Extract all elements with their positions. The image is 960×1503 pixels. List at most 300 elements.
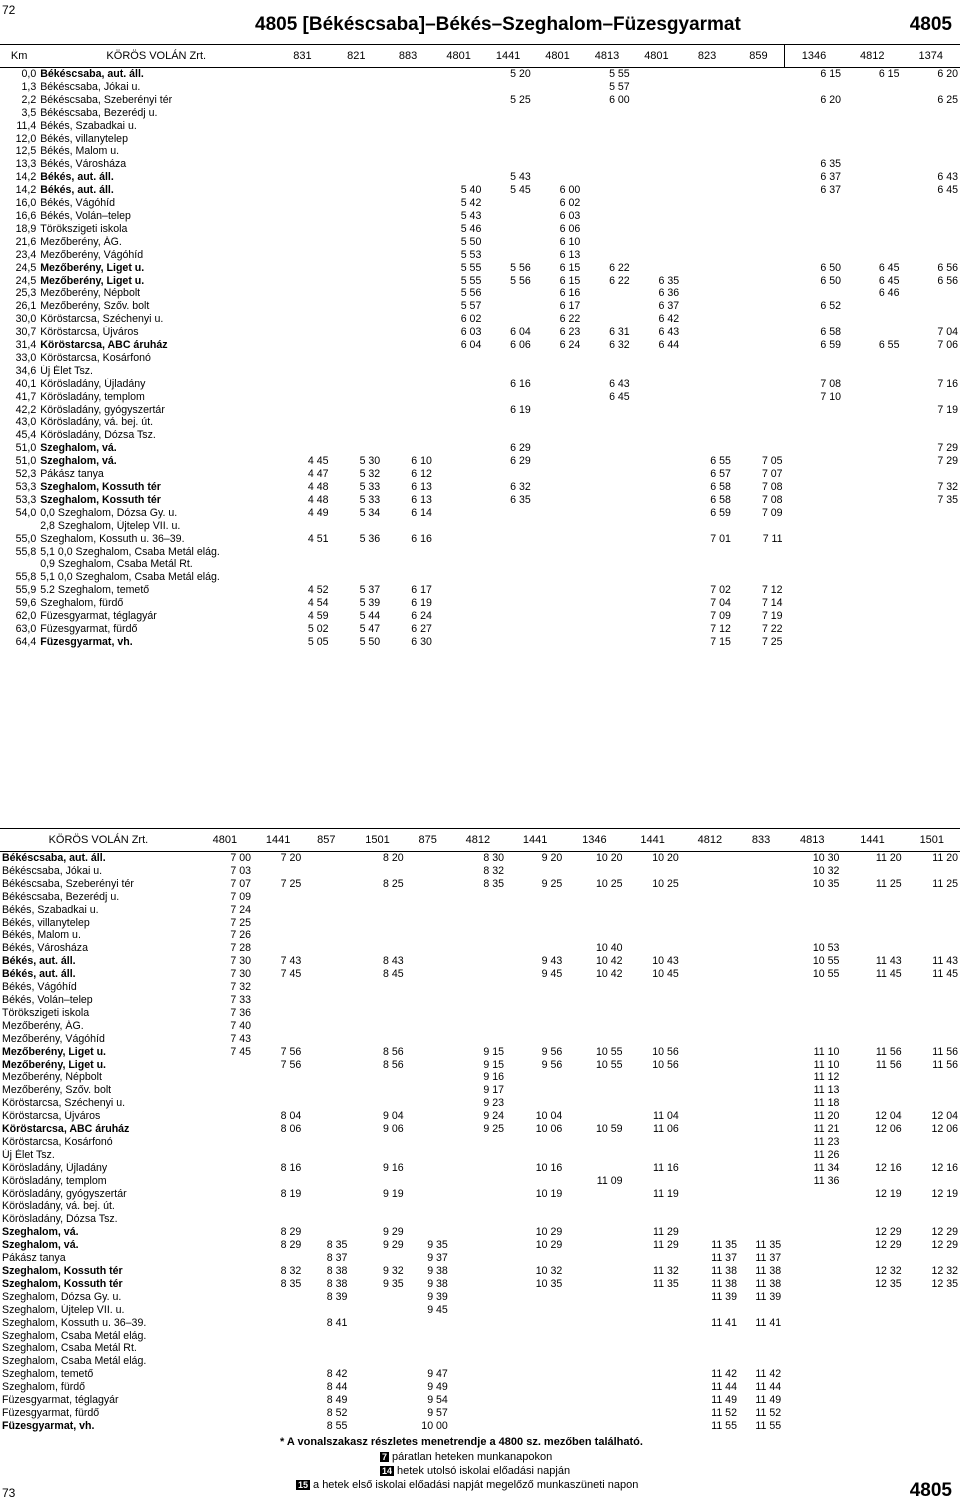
departure-time <box>382 404 434 417</box>
table-row <box>0 1110 960 1123</box>
departure-time: 7 09 <box>230 890 252 903</box>
departure-time: 8 56 <box>383 1058 404 1071</box>
departure-time <box>274 442 330 455</box>
departure-time <box>582 507 631 520</box>
departure-time <box>681 1304 739 1317</box>
departure-time <box>434 81 483 94</box>
departure-time <box>841 1020 903 1033</box>
departure-time <box>483 558 532 571</box>
departure-time: 6 10 <box>559 235 581 248</box>
departure-time <box>197 1200 253 1213</box>
departure-time <box>904 1020 960 1033</box>
departure-time <box>564 1162 624 1175</box>
station-name: Szeghalom, vá. <box>40 455 117 468</box>
table-row <box>0 416 960 429</box>
departure-time <box>681 1110 739 1123</box>
departure-time <box>564 1278 624 1291</box>
departure-time <box>632 584 681 597</box>
departure-time <box>274 275 330 288</box>
departure-time <box>330 520 382 533</box>
departure-time <box>382 210 434 223</box>
header-train-number: 4812 <box>843 45 901 68</box>
departure-time <box>904 1136 960 1149</box>
table-row <box>0 455 960 468</box>
departure-time: 6 30 <box>411 635 432 648</box>
departure-time <box>785 468 843 481</box>
table-row <box>0 158 960 171</box>
departure-time: 9 49 <box>427 1381 448 1394</box>
table-row <box>0 1368 960 1381</box>
departure-time <box>434 584 483 597</box>
departure-time: 11 04 <box>653 1110 679 1123</box>
departure-time <box>901 158 960 171</box>
km-value: 16,0 <box>15 197 37 210</box>
departure-time <box>841 917 903 930</box>
departure-time: 6 46 <box>878 287 900 300</box>
departure-time <box>303 1084 349 1097</box>
departure-time: 8 35 <box>326 1239 348 1252</box>
departure-time <box>783 1213 841 1226</box>
departure-time <box>843 584 901 597</box>
departure-time <box>483 313 532 326</box>
departure-time <box>274 171 330 184</box>
departure-time <box>434 107 483 120</box>
departure-time <box>841 1252 903 1265</box>
departure-time <box>582 158 631 171</box>
departure-time: 10 20 <box>596 852 623 864</box>
departure-time: 6 35 <box>820 158 842 171</box>
departure-time <box>783 1317 841 1330</box>
station-name: Mezőberény, Népbolt <box>2 1071 102 1084</box>
departure-time <box>739 1330 783 1343</box>
departure-time: 5 42 <box>460 197 482 210</box>
departure-time <box>582 597 631 610</box>
departure-time <box>904 1381 960 1394</box>
departure-time <box>785 133 843 146</box>
departure-time: 9 57 <box>427 1406 448 1419</box>
departure-time <box>274 300 330 313</box>
table-row <box>0 262 960 275</box>
departure-time <box>632 68 681 81</box>
departure-time <box>843 133 901 146</box>
table-row <box>0 597 960 610</box>
departure-time <box>681 171 733 184</box>
departure-time <box>904 1330 960 1343</box>
departure-time: 10 55 <box>812 968 840 981</box>
departure-time: 7 14 <box>761 597 783 610</box>
departure-time <box>632 558 681 571</box>
departure-time: 6 37 <box>820 171 842 184</box>
departure-time <box>785 623 843 636</box>
departure-time <box>253 904 303 917</box>
departure-time <box>349 891 405 904</box>
departure-time <box>904 994 960 1007</box>
departure-time: 10 43 <box>652 955 679 968</box>
departure-time <box>382 223 434 236</box>
departure-time: 9 38 <box>427 1265 448 1277</box>
table-row <box>0 878 960 891</box>
departure-time <box>303 1033 349 1046</box>
departure-time <box>625 1304 681 1317</box>
departure-time: 11 10 <box>813 1058 840 1071</box>
station-name: Köröstarcsa, Kosárfonó <box>40 351 151 364</box>
table-row <box>0 313 960 326</box>
departure-time <box>382 184 434 197</box>
departure-time <box>197 1265 253 1278</box>
departure-time <box>625 904 681 917</box>
station-name: Békés, aut. áll. <box>40 171 114 184</box>
header-train-number: 1374 <box>901 45 960 68</box>
departure-time: 7 11 <box>762 532 783 545</box>
departure-time <box>382 442 434 455</box>
departure-time <box>274 120 330 133</box>
timetable-lower <box>0 828 960 1433</box>
departure-time <box>841 1304 903 1317</box>
departure-time <box>506 917 564 930</box>
km-value: 41,7 <box>15 390 37 403</box>
departure-time: 6 35 <box>658 274 680 287</box>
table-row <box>0 610 960 623</box>
departure-time: 12 35 <box>875 1277 902 1290</box>
station-name: Szeghalom, fürdő <box>2 1381 86 1394</box>
departure-time <box>632 597 681 610</box>
departure-time: 11 42 <box>711 1368 737 1381</box>
departure-time: 11 34 <box>813 1161 840 1174</box>
departure-time <box>330 197 382 210</box>
departure-time: 11 42 <box>755 1368 782 1381</box>
departure-time <box>904 942 960 955</box>
departure-time: 10 30 <box>812 852 840 864</box>
departure-time: 7 25 <box>280 877 302 890</box>
departure-time <box>841 891 903 904</box>
departure-time: 6 22 <box>609 261 630 274</box>
departure-time <box>303 1123 349 1136</box>
departure-time: 11 06 <box>653 1123 679 1136</box>
departure-time: 5 44 <box>359 610 381 623</box>
departure-time <box>483 352 532 365</box>
departure-time: 11 16 <box>653 1161 679 1174</box>
station-name: Szeghalom, Kossuth tér <box>2 1277 123 1290</box>
departure-time: 10 40 <box>596 942 623 955</box>
departure-time: 4 48 <box>307 481 329 493</box>
departure-time <box>533 610 582 623</box>
departure-time <box>303 1071 349 1084</box>
departure-time <box>506 1175 564 1188</box>
departure-time <box>506 1355 564 1368</box>
departure-time: 6 50 <box>820 261 842 274</box>
departure-time: 5 25 <box>510 93 531 106</box>
departure-time <box>681 158 733 171</box>
departure-time <box>681 275 733 288</box>
table-row <box>0 1330 960 1343</box>
departure-time <box>632 81 681 94</box>
departure-time: 6 56 <box>937 274 958 287</box>
departure-time <box>564 1265 624 1278</box>
header-train-number: 1441 <box>483 45 532 68</box>
km-value: 63,0 <box>15 622 37 635</box>
departure-time: 6 45 <box>878 274 900 287</box>
departure-time <box>506 1136 564 1149</box>
departure-time <box>382 391 434 404</box>
departure-time <box>274 546 330 559</box>
departure-time <box>625 1007 681 1020</box>
departure-time <box>681 1097 739 1110</box>
header-train-number: 4813 <box>582 45 631 68</box>
departure-time: 4 54 <box>307 597 329 610</box>
departure-time <box>785 520 843 533</box>
departure-time <box>733 558 785 571</box>
departure-time <box>841 1394 903 1407</box>
departure-time <box>901 210 960 223</box>
departure-time <box>681 865 739 878</box>
departure-time: 11 35 <box>711 1239 737 1252</box>
departure-time <box>564 1407 624 1420</box>
departure-time: 9 29 <box>383 1239 404 1252</box>
station-name: Békés, Városháza <box>2 942 88 955</box>
departure-time <box>349 917 405 930</box>
departure-time <box>382 546 434 559</box>
departure-time: 7 19 <box>761 610 783 623</box>
departure-time <box>197 1407 253 1420</box>
table-row <box>0 546 960 559</box>
departure-time <box>330 120 382 133</box>
departure-time <box>785 546 843 559</box>
departure-time <box>406 1188 450 1201</box>
departure-time <box>197 1162 253 1175</box>
departure-time: 8 39 <box>326 1290 348 1303</box>
km-value: 3,5 <box>21 106 37 119</box>
departure-time <box>197 1188 253 1201</box>
station-name: 0,9 Szeghalom, Csaba Metál Rt. <box>40 558 193 571</box>
departure-time <box>506 1084 564 1097</box>
departure-time <box>733 197 785 210</box>
km-value: 31,4 <box>15 339 37 352</box>
departure-time: 9 15 <box>483 1058 505 1071</box>
departure-time <box>406 1071 450 1084</box>
departure-time <box>303 1149 349 1162</box>
departure-time: 6 15 <box>559 274 581 287</box>
table-row <box>0 1007 960 1020</box>
departure-time <box>681 223 733 236</box>
departure-time <box>506 942 564 955</box>
departure-time: 8 16 <box>280 1161 302 1174</box>
departure-time: 6 16 <box>510 377 531 390</box>
departure-time <box>274 262 330 275</box>
departure-time <box>274 378 330 391</box>
departure-time <box>330 326 382 339</box>
departure-time <box>406 865 450 878</box>
departure-time <box>253 1020 303 1033</box>
departure-time <box>632 145 681 158</box>
departure-time: 6 00 <box>609 93 630 106</box>
table-row <box>0 507 960 520</box>
km-value: 51,0 <box>15 442 37 455</box>
departure-time <box>303 1200 349 1213</box>
departure-time <box>253 1355 303 1368</box>
departure-time: 7 43 <box>230 1032 252 1045</box>
footnote-text: a hetek első iskolai előadási napját megelőző munkaszüneti napon <box>313 1479 639 1491</box>
departure-time: 12 06 <box>875 1123 902 1136</box>
departure-time <box>841 1381 903 1394</box>
departure-time: 4 45 <box>307 455 329 468</box>
departure-time <box>349 1394 405 1407</box>
departure-time <box>564 1020 624 1033</box>
departure-time <box>843 365 901 378</box>
departure-time <box>197 1330 253 1343</box>
departure-time: 6 04 <box>510 326 531 339</box>
departure-time <box>197 1239 253 1252</box>
departure-time: 6 20 <box>820 93 842 106</box>
departure-time <box>564 1213 624 1226</box>
departure-time: 11 23 <box>813 1135 840 1148</box>
departure-time <box>733 184 785 197</box>
departure-time <box>733 429 785 442</box>
departure-time <box>681 955 739 968</box>
footnote-text: páratlan heteken munkanapokon <box>392 1451 553 1463</box>
km-value: 24,5 <box>15 261 37 274</box>
departure-time <box>303 1188 349 1201</box>
departure-time <box>406 1059 450 1072</box>
departure-time <box>783 981 841 994</box>
departure-time: 4 48 <box>307 493 329 506</box>
departure-time <box>783 1020 841 1033</box>
departure-time <box>483 391 532 404</box>
departure-time <box>739 917 783 930</box>
table-row <box>0 1033 960 1046</box>
departure-time <box>506 1394 564 1407</box>
station-name: Békés, Vágóhíd <box>40 197 116 210</box>
departure-time <box>564 1368 624 1381</box>
departure-time: 12 06 <box>931 1123 958 1136</box>
departure-time: 12 19 <box>931 1187 958 1200</box>
km-value: 14,2 <box>15 171 37 184</box>
departure-time <box>582 404 631 417</box>
departure-time: 5 55 <box>609 68 630 80</box>
table-row <box>0 300 960 313</box>
departure-time <box>901 597 960 610</box>
header-train-number: 4801 <box>533 45 582 68</box>
departure-time <box>632 636 681 649</box>
departure-time <box>625 1084 681 1097</box>
table-row <box>0 494 960 507</box>
departure-time <box>349 1213 405 1226</box>
departure-time <box>739 981 783 994</box>
departure-time <box>681 210 733 223</box>
departure-time <box>483 81 532 94</box>
departure-time <box>253 1381 303 1394</box>
station-name: 5,1 0,0 Szeghalom, Csaba Metál elág. <box>40 545 220 558</box>
departure-time: 10 32 <box>812 864 840 877</box>
departure-time <box>625 1175 681 1188</box>
departure-time <box>434 636 483 649</box>
departure-time <box>785 610 843 623</box>
departure-time <box>632 429 681 442</box>
departure-time <box>303 852 349 865</box>
station-name: Szeghalom, temető <box>2 1368 94 1381</box>
departure-time: 5 56 <box>510 261 531 274</box>
departure-time <box>533 352 582 365</box>
km-value: 16,6 <box>15 209 37 222</box>
departure-time: 6 17 <box>411 584 432 597</box>
departure-time <box>382 429 434 442</box>
departure-time <box>382 68 434 81</box>
departure-time <box>841 1200 903 1213</box>
km-value: 2,2 <box>21 93 37 106</box>
table-row <box>0 1304 960 1317</box>
departure-time: 10 29 <box>535 1226 563 1239</box>
departure-time <box>785 429 843 442</box>
departure-time <box>632 158 681 171</box>
departure-time <box>582 249 631 262</box>
table-row <box>0 1213 960 1226</box>
departure-time: 9 32 <box>383 1265 404 1277</box>
departure-time <box>681 145 733 158</box>
departure-time <box>382 81 434 94</box>
departure-time <box>330 236 382 249</box>
departure-time <box>632 494 681 507</box>
departure-time <box>450 1368 506 1381</box>
departure-time: 9 45 <box>427 1303 448 1316</box>
departure-time: 7 19 <box>937 403 958 416</box>
departure-time: 6 03 <box>460 326 482 339</box>
departure-time <box>564 1304 624 1317</box>
departure-time <box>632 107 681 120</box>
km-value: 25,3 <box>15 287 37 300</box>
departure-time: 10 32 <box>535 1265 563 1277</box>
departure-time <box>274 429 330 442</box>
departure-time <box>904 1033 960 1046</box>
station-name: Mezőberény, Népbolt <box>40 287 141 300</box>
km-value: 59,6 <box>15 597 37 610</box>
departure-time <box>434 94 483 107</box>
station-name: Pákász tanya <box>2 1252 66 1265</box>
departure-time <box>632 197 681 210</box>
departure-time <box>434 455 483 468</box>
departure-time <box>434 171 483 184</box>
departure-time <box>681 249 733 262</box>
departure-time <box>632 249 681 262</box>
departure-time <box>434 481 483 494</box>
departure-time <box>506 1420 564 1433</box>
departure-time <box>406 1175 450 1188</box>
departure-time <box>733 352 785 365</box>
departure-time <box>450 1252 506 1265</box>
departure-time <box>274 249 330 262</box>
departure-time <box>274 81 330 94</box>
departure-time <box>785 533 843 546</box>
station-name: Békés, villanytelep <box>40 132 128 145</box>
departure-time <box>785 197 843 210</box>
departure-time: 12 04 <box>931 1110 958 1123</box>
departure-time: 5 40 <box>460 184 482 197</box>
departure-time <box>733 287 785 300</box>
header-train-number: 857 <box>303 829 349 852</box>
table-row <box>0 981 960 994</box>
station-name: Mezőberény, ÁG. <box>40 235 122 248</box>
departure-time <box>450 1355 506 1368</box>
departure-time <box>434 558 483 571</box>
departure-time <box>582 197 631 210</box>
departure-time: 10 55 <box>596 1058 623 1071</box>
departure-time <box>582 416 631 429</box>
departure-time: 9 06 <box>383 1123 404 1136</box>
departure-time: 6 42 <box>658 313 680 326</box>
departure-time <box>841 1407 903 1420</box>
departure-time <box>450 1381 506 1394</box>
departure-time <box>625 1381 681 1394</box>
departure-time <box>434 120 483 133</box>
departure-time <box>564 1239 624 1252</box>
